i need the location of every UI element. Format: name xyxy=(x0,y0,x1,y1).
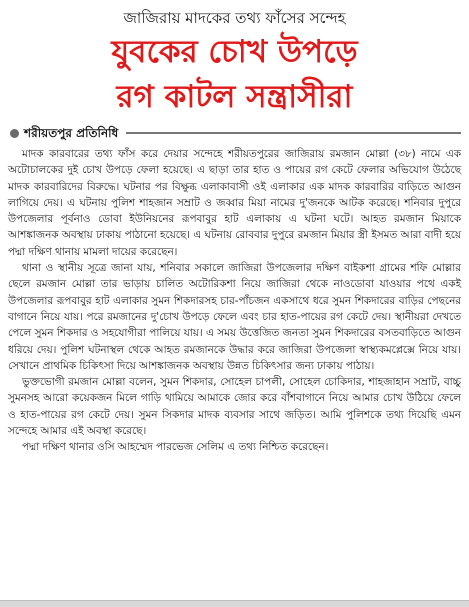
headline-line-1: যুবকের চোখ উপড়ে xyxy=(111,34,358,70)
article-paragraph: মাদক কারবারের তথ্য ফাঁস করে দেয়ার সন্দেহে শরীয়তপুরের জাজিরায় রমজান মোল্লা (৩৮) নামে এক অটোচালকের দুই চোখ উপড়ে ফেলা হয়েছে। এ ছাড়া তার হাত ও পায়ের রগ কেটে ফেলার অভিযোগ উঠেছে মাদক কারবারিদের বিরুদ্ধে। ঘটনার পর বিক্ষুব্ধ এলাকাবাসী ওই এলাকার এক মাদক কারবারির বাড়িতে আগুন লাগিয়ে দেয়। এ ঘটনায় পুলিশ শাহজান সম্রাট ও জব্বার মিয়া নামের দু'জনকে আটক করেছে। শনিবার দুপুরে উপজেলার পূর্বনাও ডোবা ইউনিয়নের রূপবাবুর হাট এলাকায় এ ঘটনা ঘটে। আহত রমজান মিয়াকে আশঙ্কাজনক অবস্থায় ঢাকায় পাঠানো হয়েছে। এ ঘটনায় রোববার দুপুরে রমজান মিয়ার স্ত্রী ইসমত আরা বাদী হয়ে পদ্মা দক্ষিণ থানায় মামলা দায়ের করেছেন। xyxy=(8,148,461,258)
headline-line-2: রগ কাটল সন্ত্রাসীরা xyxy=(116,79,353,115)
byline-row xyxy=(8,124,461,142)
article-paragraph: থানা ও স্থানীয় সূত্রে জানা যায়, শনিবার সকালে জাজিরা উপজেলার দক্ষিণ বাইকশা গ্রামের শফি মোল্লার ছেলে রমজান মোল্লা তার ভাড়ায় চালিত অটোরিকশা নিয়ে জাজিরা থেকে নাওডোবা যাওয়ার পথে একই উপজেলার রূপবাবুর হাট এলাকার সুমন শিকদারসহ চার-পাঁচজন একসাথে ধরে সুমন শিকদারের বাড়ির পেছনের বাগানে নিয়ে যায়। পরে রমজানের দু'চোখ উপড়ে ফেলে এবং চার হাত-পায়ের রগ কেটে দেয়। স্থানীয়রা দেখতে পেলে সুমন শিকদার ও সহযোগীরা পালিয়ে যায়। এ সময় উত্তেজিত জনতা সুমন শিকদারের বসতবাড়িতে আগুন ধরিয়ে দেয়। পুলিশ ঘটনাস্থল থেকে আহত রমজানকে উদ্ধার করে জাজিরা উপজেলা স্বাস্থ্যকমপ্লেক্সে নিয়ে যায়। সেখানে প্রাথমিক চিকিৎসা দিয়ে আশঙ্কাজনক অবস্থায় উন্নত চিকিৎসার জন্য ঢাকায় পাঠায়। xyxy=(8,262,461,372)
article-paragraph: ভুক্তভোগী রমজান মোল্লা বলেন, সুমন শিকদার, সোহেল চাপলী, সোহেল চোকিদার, শাহজাহান সম্রাট, বাচ্চু সুমনসহ আরো কয়েকজন মিলে গাড়ি থামিয়ে আমাকে জোর করে বাঁশবাগানে নিয়ে আমার চোখ উঠিয়ে ফেলে ও হাত-পায়ের রগ কেটে দেয়। সুমন সিকদার মাদক ব্যবসার সাথে জড়িত। আমি পুলিশকে তথ্য দিয়েছি এমন সন্দেহে আমার এই অবস্থা করেছে। xyxy=(8,376,461,438)
article-body xyxy=(8,146,461,456)
article-headline xyxy=(8,30,461,120)
article-paragraph: পদ্মা দক্ষিণ থানার ওসি আহম্মেদ পারভেজ সেলিম এ তথ্য নিশ্চিত করেছেন। xyxy=(22,441,329,454)
byline-divider xyxy=(126,132,461,134)
article-kicker: জাজিরায় মাদকের তথ্য ফাঁসের সন্দেহ xyxy=(123,9,346,27)
bullet-icon xyxy=(10,129,19,138)
article-byline: শরীয়তপুর প্রতিনিধি xyxy=(24,126,119,140)
page-bottom-divider xyxy=(0,600,469,607)
